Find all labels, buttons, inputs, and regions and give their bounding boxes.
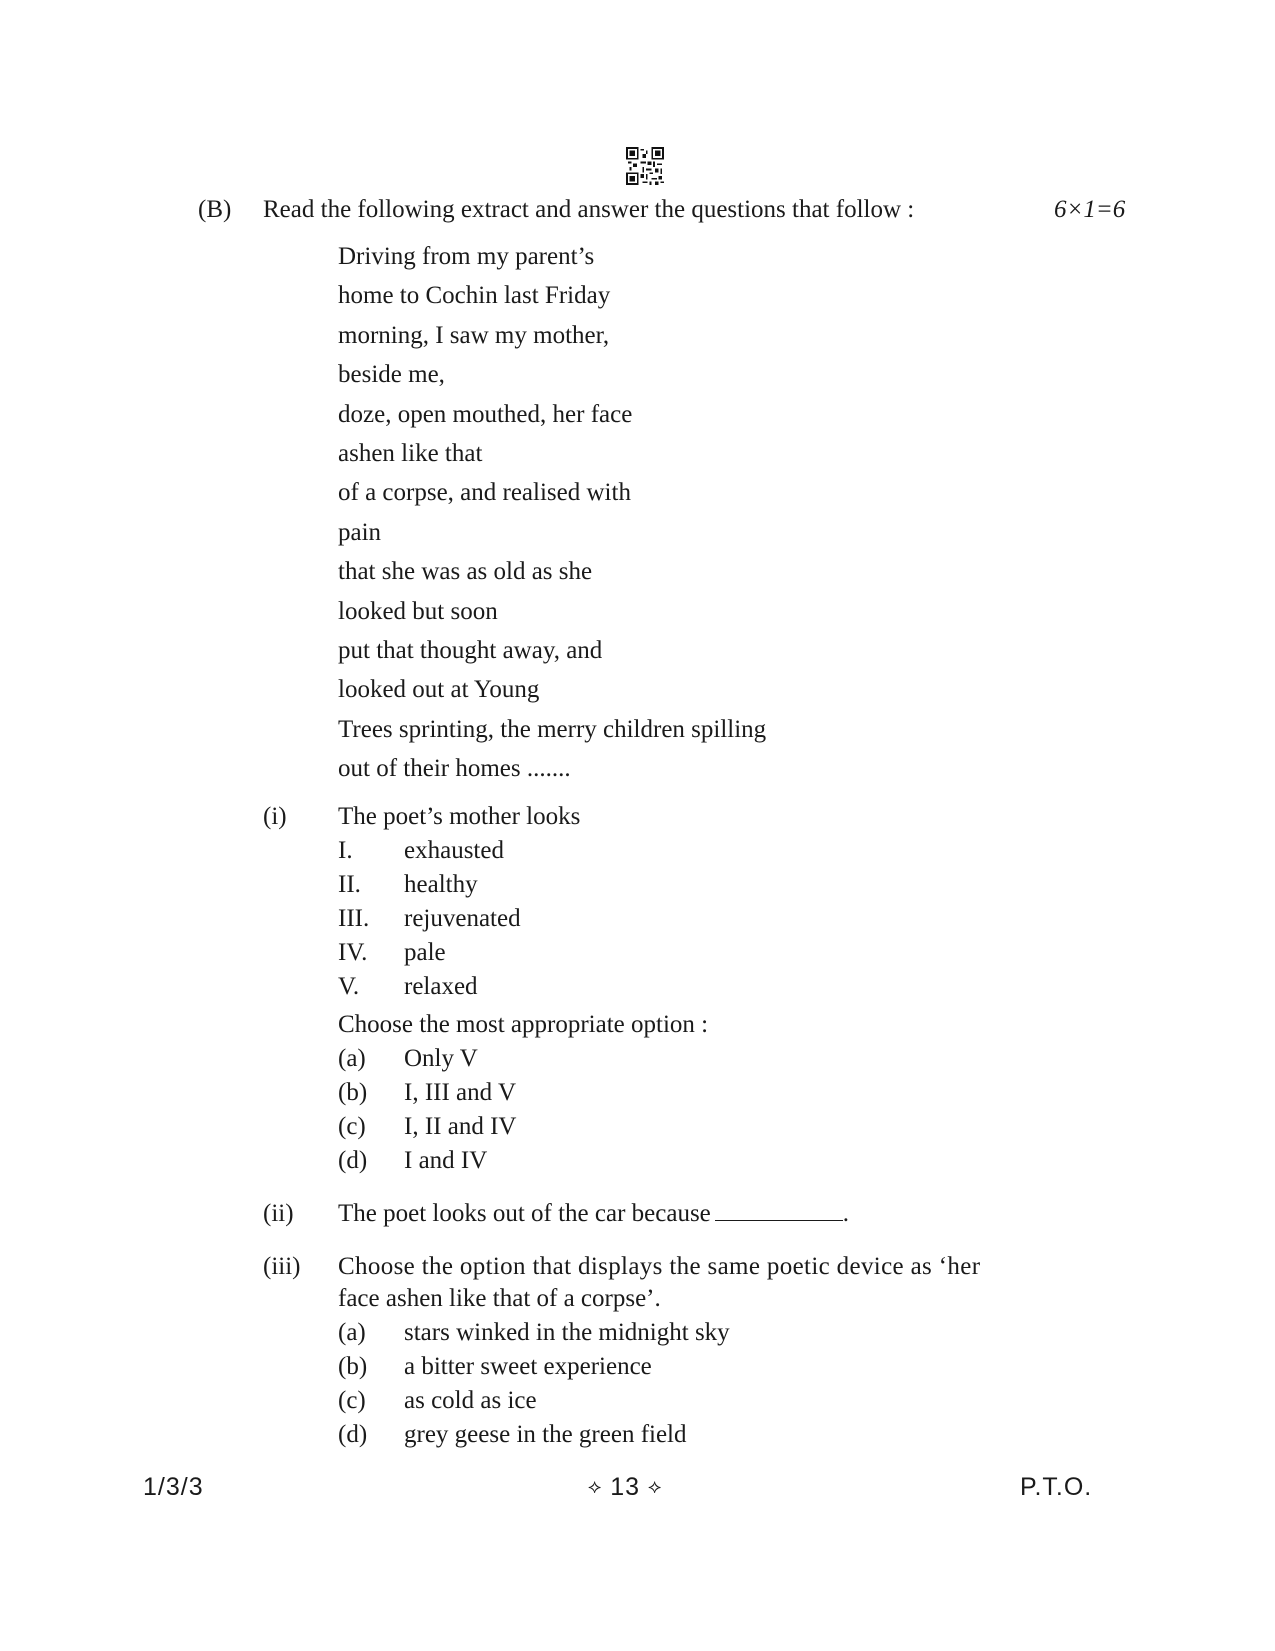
answer-option[interactable] <box>338 1319 730 1347</box>
option-key: (a) <box>338 1045 366 1072</box>
answer-option[interactable] <box>338 1147 487 1175</box>
statement-item <box>338 973 478 1001</box>
poem-line: Trees sprinting, the merry children spilling <box>338 715 767 743</box>
section-instruction: Read the following extract and answer the questions that follow : <box>263 196 915 223</box>
section-label: (B) <box>198 196 232 223</box>
item-text: rejuvenated <box>404 905 521 932</box>
statement-item <box>338 905 521 933</box>
question-number: (iii) <box>263 1253 301 1280</box>
poem-line: ashen like that <box>338 439 483 467</box>
statement-item <box>338 837 504 865</box>
poem-line: beside me, <box>338 361 445 389</box>
answer-option[interactable] <box>338 1353 652 1381</box>
option-prompt: Choose the most appropriate option : <box>338 1011 709 1038</box>
item-key: V. <box>338 973 360 1000</box>
poem-line: morning, I saw my mother, <box>338 321 610 349</box>
answer-option[interactable] <box>338 1079 516 1107</box>
star-ornament-icon: ⟡ <box>647 1476 663 1498</box>
question-text <box>338 1200 849 1228</box>
item-key: III. <box>338 905 370 932</box>
option-key: (b) <box>338 1079 368 1106</box>
poem-line: looked but soon <box>338 597 498 625</box>
answer-option[interactable] <box>338 1113 516 1141</box>
answer-blank[interactable] <box>715 1200 843 1221</box>
option-text: grey geese in the green field <box>404 1421 687 1448</box>
question-number: (ii) <box>263 1200 294 1227</box>
answer-option[interactable] <box>338 1045 478 1073</box>
poem-line: out of their homes ....... <box>338 755 571 783</box>
page-number-value: 13 <box>610 1473 640 1501</box>
option-text: I, III and V <box>404 1079 516 1106</box>
page-number <box>588 1473 662 1502</box>
item-text: healthy <box>404 871 478 898</box>
paper-code: 1/3/3 <box>143 1473 204 1501</box>
question-text-end: . <box>842 1200 850 1227</box>
option-key: (a) <box>338 1319 366 1346</box>
question-text: The poet’s mother looks <box>338 803 581 830</box>
question-text-body: The poet looks out of the car because <box>338 1200 711 1227</box>
poem-line: Driving from my parent’s <box>338 243 595 270</box>
option-text: a bitter sweet experience <box>404 1353 652 1380</box>
star-ornament-icon: ⟡ <box>588 1476 603 1498</box>
answer-option[interactable] <box>338 1421 687 1449</box>
statement-item <box>338 939 446 967</box>
poem-line: doze, open mouthed, her face <box>338 400 633 428</box>
item-key: I. <box>338 837 353 864</box>
option-text: Only V <box>404 1045 478 1072</box>
poem-line: put that thought away, and <box>338 636 603 664</box>
item-key: IV. <box>338 939 368 966</box>
option-text: I, II and IV <box>404 1113 517 1140</box>
item-text: pale <box>404 939 446 966</box>
option-text: as cold as ice <box>404 1387 537 1414</box>
item-text: exhausted <box>404 837 504 864</box>
answer-option[interactable] <box>338 1387 537 1415</box>
poem-line: home to Cochin last Friday <box>338 282 611 310</box>
statement-item <box>338 871 478 899</box>
pto-label: P.T.O. <box>1020 1473 1093 1501</box>
item-key: II. <box>338 871 361 898</box>
option-key: (c) <box>338 1387 366 1414</box>
option-text: stars winked in the midnight sky <box>404 1319 730 1346</box>
question-text-continued: face ashen like that of a corpse’. <box>338 1285 661 1312</box>
option-key: (d) <box>338 1421 368 1448</box>
marks-allocation: 6×1=6 <box>1054 196 1126 223</box>
poem-line: of a corpse, and realised with <box>338 479 631 507</box>
item-text: relaxed <box>404 973 478 1000</box>
poem-line: looked out at Young <box>338 676 540 704</box>
poem-extract <box>338 237 766 788</box>
question-number: (i) <box>263 803 287 830</box>
poem-line: pain <box>338 518 382 546</box>
option-key: (b) <box>338 1353 368 1380</box>
option-key: (d) <box>338 1147 368 1174</box>
question-text: Choose the option that displays the same poetic device as ‘her <box>338 1253 981 1280</box>
option-key: (c) <box>338 1113 366 1140</box>
poem-line: that she was as old as she <box>338 558 593 586</box>
option-text: I and IV <box>404 1147 488 1174</box>
qr-code-icon <box>626 147 664 185</box>
